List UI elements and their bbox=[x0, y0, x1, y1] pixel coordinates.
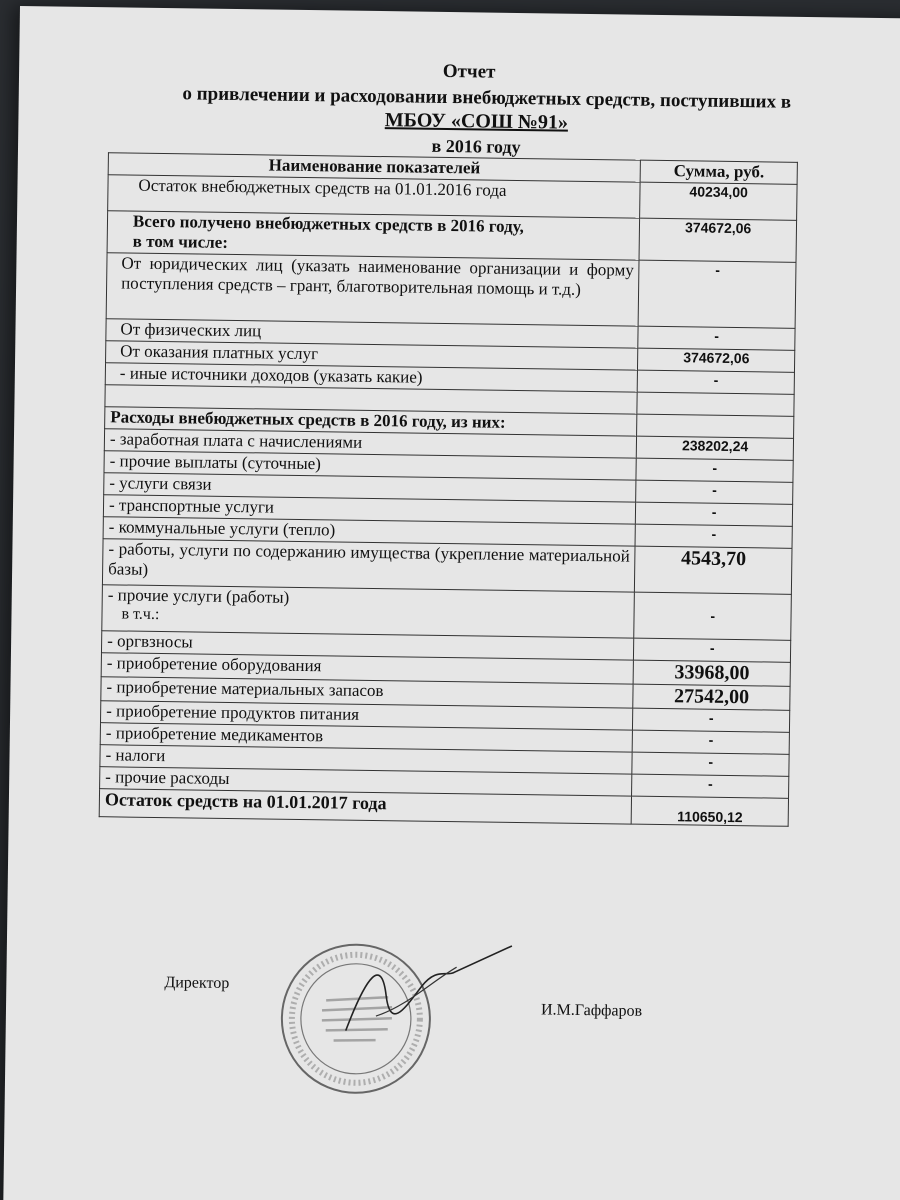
row-value: - bbox=[639, 260, 796, 328]
row-name: - услуги связи bbox=[104, 473, 637, 502]
row-name: От физических лиц bbox=[106, 319, 639, 348]
row-value: - bbox=[634, 638, 791, 662]
row-name: - налоги bbox=[100, 745, 633, 774]
row-value: 374672,06 bbox=[639, 218, 796, 262]
row-value: 40234,00 bbox=[640, 182, 797, 220]
row-value: - bbox=[634, 592, 791, 640]
row-name: От оказания платных услуг bbox=[106, 341, 639, 370]
row-value: - bbox=[632, 752, 789, 776]
row-value: - bbox=[638, 370, 795, 394]
row-value: - bbox=[633, 708, 790, 732]
row-value-empty bbox=[637, 414, 794, 438]
row-name: - заработная плата с начислениями bbox=[104, 429, 637, 458]
row-value-empty bbox=[637, 392, 794, 416]
row-name bbox=[107, 211, 640, 260]
row-name: Расходы внебюджетных средств в 2016 году, из них: bbox=[105, 407, 638, 436]
row-name: - иные источники доходов (указать какие) bbox=[105, 363, 638, 392]
row-value: 27542,00 bbox=[633, 684, 790, 710]
row-name: - транспортные услуги bbox=[103, 495, 636, 524]
col-header-sum: Сумма, руб. bbox=[641, 160, 798, 184]
row-name: - работы, услуги по содержанию имущества (укрепление материальной базы) bbox=[102, 539, 635, 592]
row-name: - прочие расходы bbox=[100, 767, 633, 796]
row-name bbox=[102, 585, 635, 638]
row-name: Остаток средств на 01.01.2017 года bbox=[99, 789, 632, 824]
row-value: 4543,70 bbox=[635, 546, 792, 594]
row-value: 110650,12 bbox=[632, 796, 789, 826]
row-name: Остаток внебюджетных средств на 01.01.2016 года bbox=[108, 175, 641, 218]
row-name: - приобретение медикаментов bbox=[100, 723, 633, 752]
row-value: - bbox=[636, 458, 793, 482]
row-name-line2: в т.ч.: bbox=[121, 605, 160, 623]
row-value: - bbox=[633, 730, 790, 754]
document-page bbox=[3, 6, 900, 1200]
row-name-line1: Всего получено внебюджетных средств в 2016 году, bbox=[132, 211, 524, 237]
doc-title: Отчет bbox=[442, 60, 496, 83]
row-name: - прочие выплаты (суточные) bbox=[104, 451, 637, 480]
table-row bbox=[106, 253, 796, 329]
signature bbox=[335, 936, 527, 1059]
row-name: - приобретение оборудования bbox=[101, 653, 634, 684]
row-name: - приобретение продуктов питания bbox=[101, 701, 634, 730]
row-name-line2: в том числе: bbox=[132, 231, 229, 252]
director-label: Директор bbox=[164, 974, 230, 993]
report-year: в 2016 году bbox=[431, 135, 521, 158]
row-name: - приобретение материальных запасов bbox=[101, 677, 634, 708]
row-value: - bbox=[638, 326, 795, 350]
row-value: - bbox=[635, 524, 792, 548]
row-value: - bbox=[636, 502, 793, 526]
row-name: - коммунальные услуги (тепло) bbox=[103, 517, 636, 546]
col-header-name: Наименование показателей bbox=[108, 153, 641, 182]
doc-subtitle: о привлечении и расходовании внебюджетных средств, поступивших в bbox=[182, 83, 792, 113]
director-name: И.М.Гаффаров bbox=[540, 1001, 643, 1020]
school-name-text: МБОУ «СОШ №91» bbox=[384, 109, 569, 134]
report-table bbox=[99, 152, 798, 827]
row-value: 374672,06 bbox=[638, 348, 795, 372]
row-value: 33968,00 bbox=[634, 660, 791, 686]
row-value: - bbox=[632, 774, 789, 798]
row-name-line1: - прочие услуги (работы) bbox=[107, 585, 290, 607]
row-value: 238202,24 bbox=[637, 436, 794, 460]
row-name: - оргвзносы bbox=[101, 631, 634, 660]
paper-sheet bbox=[3, 6, 900, 1200]
row-value: - bbox=[636, 480, 793, 504]
row-name: От юридических лиц (указать наименование организации и форму поступления средств – грант, благотворительная помощь и т.д.) bbox=[106, 253, 639, 326]
